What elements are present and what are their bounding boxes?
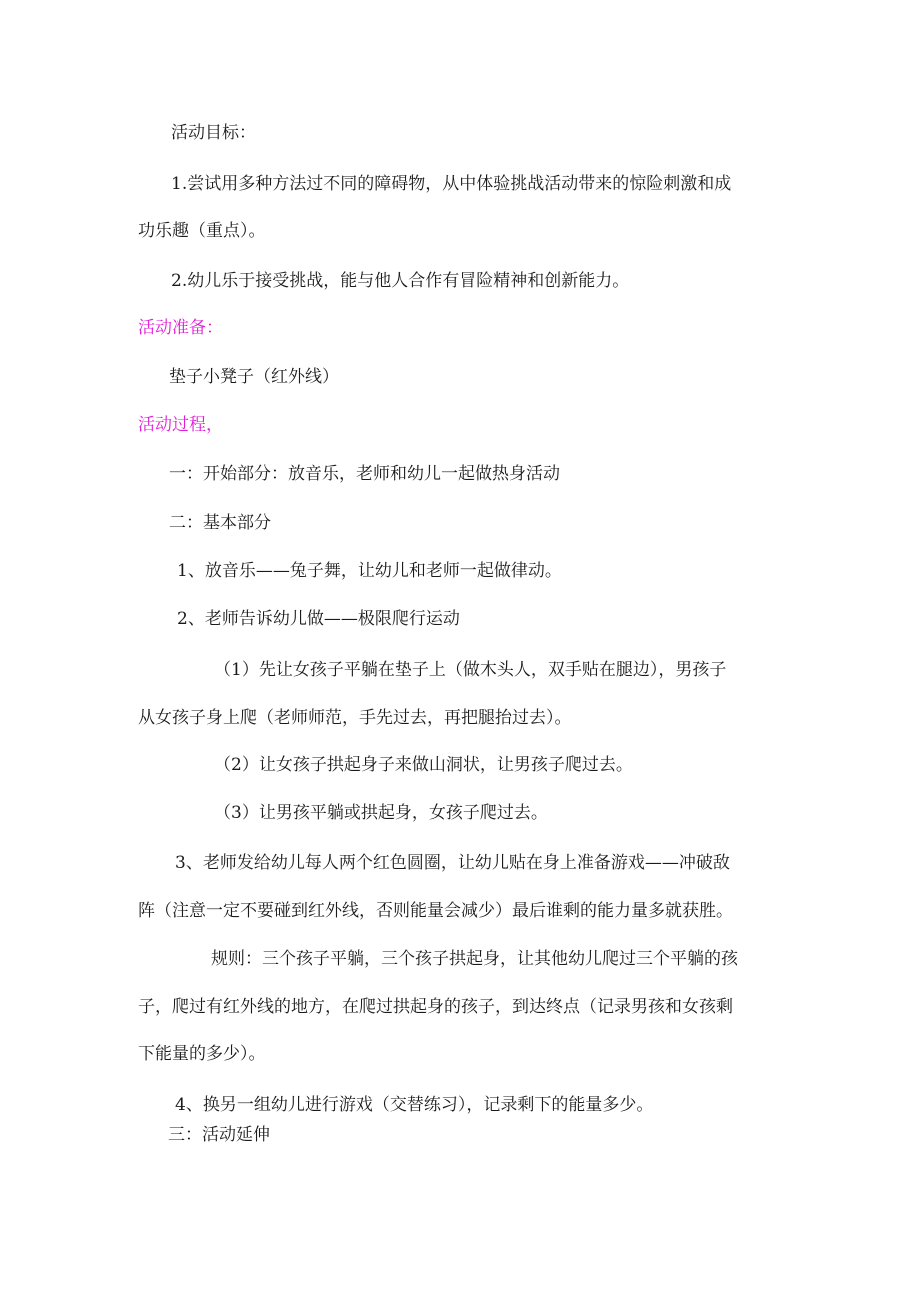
prep-heading: 活动准备： bbox=[138, 318, 223, 338]
rule-line1: 规则：三个孩子平躺，三个孩子拱起身，让其他幼儿爬过三个平躺的孩 bbox=[211, 949, 738, 969]
step3-line1: 3、老师发给幼儿每人两个红色圆圈，让幼儿贴在身上准备游戏——冲破敌 bbox=[175, 853, 730, 873]
prep-content: 垫子小凳子（红外线） bbox=[169, 367, 339, 387]
step4-text: 4、换另一组幼儿进行游戏（交替练习），记录剩下的能量多少。 bbox=[175, 1095, 654, 1115]
goal-label: 活动目标： bbox=[171, 123, 256, 143]
process-heading: 活动过程， bbox=[138, 415, 223, 435]
step1-text: 1、放音乐——兔子舞，让幼儿和老师一起做律动。 bbox=[177, 561, 562, 581]
sub1-line1: （1）先让女孩子平躺在垫子上（做木头人，双手贴在腿边），男孩子 bbox=[214, 660, 727, 680]
sub3-text: （3）让男孩平躺或拱起身，女孩子爬过去。 bbox=[214, 803, 548, 823]
sub1-line2: 从女孩子身上爬（老师师范，手先过去，再把腿抬过去）。 bbox=[138, 708, 572, 728]
goal-1-line1: 1.尝试用多种方法过不同的障碍物，从中体验挑战活动带来的惊险刺激和成 bbox=[171, 174, 732, 194]
part3-text: 三：活动延伸 bbox=[168, 1125, 270, 1145]
part2-text: 二：基本部分 bbox=[169, 513, 271, 533]
rule-line3: 下能量的多少）。 bbox=[138, 1044, 266, 1064]
rule-line2: 子，爬过有红外线的地方，在爬过拱起身的孩子，到达终点（记录男孩和女孩剩 bbox=[138, 997, 733, 1017]
step3-line2: 阵（注意一定不要碰到红外线，否则能量会减少）最后谁剩的能力量多就获胜。 bbox=[138, 901, 733, 921]
goal-1-line2: 功乐趣（重点）。 bbox=[138, 221, 266, 241]
sub2-text: （2）让女孩子拱起身子来做山洞状，让男孩子爬过去。 bbox=[214, 755, 633, 775]
goal-2: 2.幼儿乐于接受挑战，能与他人合作有冒险精神和创新能力。 bbox=[171, 271, 630, 291]
step2-text: 2、老师告诉幼儿做——极限爬行运动 bbox=[177, 609, 460, 629]
part1-text: 一：开始部分：放音乐，老师和幼儿一起做热身活动 bbox=[169, 464, 560, 484]
